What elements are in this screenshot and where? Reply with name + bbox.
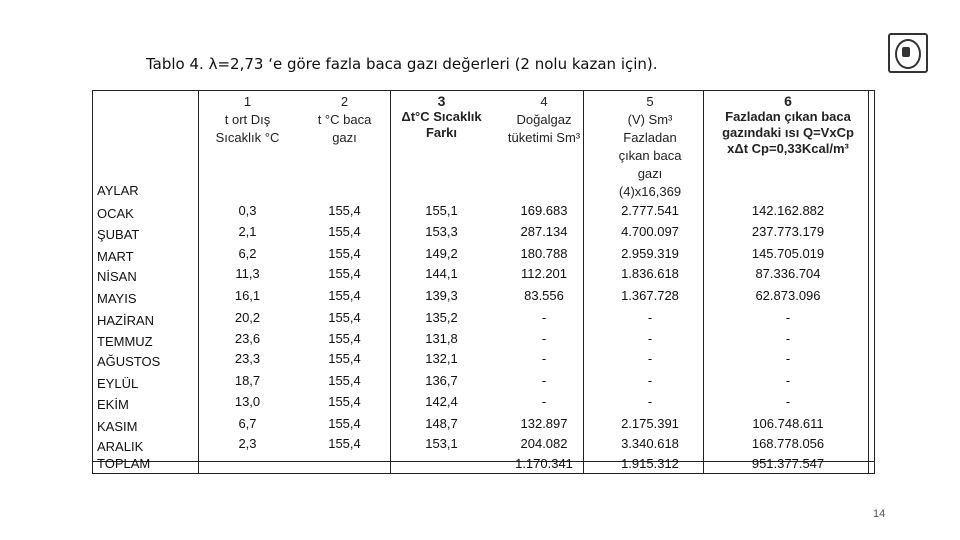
table-cell-c6: 145.705.019 [751, 246, 825, 261]
table-cell-c2: 155,4 [328, 310, 361, 325]
table-cell-c2: 155,4 [328, 436, 361, 451]
table-cell-c1: 11,3 [235, 266, 260, 281]
table-cell-c6: 168.778.056 [751, 436, 825, 451]
table-cell-c5: - [647, 310, 653, 325]
table-cell-c4: 112.201 [520, 266, 568, 281]
table-cell-c6: - [785, 351, 791, 366]
table-cell-c5: - [647, 373, 653, 388]
table-cell-c4: 204.082 [520, 436, 568, 451]
table-cell-c2: 155,4 [328, 266, 361, 281]
table-cell-c1: 23,6 [234, 331, 261, 346]
table-cell-c1: 2,1 [238, 224, 257, 239]
month-label: AĞUSTOS [97, 354, 161, 369]
table-cell-c1: 13,0 [234, 394, 261, 409]
header-col4: 4 Doğalgaz tüketimi Sm³ [507, 94, 581, 145]
table-cell-c1: 20,2 [234, 310, 261, 325]
page-number: 14 [873, 508, 886, 520]
table-cell-c2: 155,4 [328, 416, 361, 431]
month-label: HAZİRAN [97, 313, 155, 328]
month-label: MAYIS [97, 291, 137, 306]
total-cell-c4: 1.170.341 [515, 456, 573, 471]
table-cell-c2: 155,4 [328, 373, 361, 388]
table-cell-c3: 153,1 [425, 436, 458, 451]
table-cell-c3: 153,3 [425, 224, 458, 239]
month-label: ARALIK [97, 439, 144, 454]
table-cell-c1: 16,1 [234, 288, 261, 303]
table-cell-c5: - [647, 394, 653, 409]
table-cell-c3: 142,4 [425, 394, 458, 409]
header-col1: 1 t ort Dış Sıcaklık °C [215, 94, 280, 145]
table-cell-c4: - [541, 331, 547, 346]
table-cell-c5: 2.959.319 [621, 246, 679, 261]
table-cell-c2: 155,4 [328, 224, 361, 239]
table-cell-c5: 2.777.541 [621, 203, 679, 218]
table-cell-c5: - [647, 351, 653, 366]
table-cell-c5: 1.836.618 [621, 266, 679, 281]
table-cell-c3: 155,1 [425, 203, 458, 218]
month-label: KASIM [97, 419, 138, 434]
table-cell-c1: 23,3 [234, 351, 261, 366]
table-cell-c6: - [785, 310, 791, 325]
table-cell-c6: 237.773.179 [751, 224, 825, 239]
total-cell-c6: 951.377.547 [751, 456, 825, 471]
table-cell-c4: 169.683 [520, 203, 568, 218]
table-cell-c3: 149,2 [425, 246, 458, 261]
table-cell-c6: 87.336.704 [755, 266, 821, 281]
table-cell-c6: 62.873.096 [755, 288, 821, 303]
month-label: ŞUBAT [97, 227, 140, 242]
table-cell-c6: - [785, 394, 791, 409]
header-col3: 3 Δt°C Sıcaklık Farkı [401, 93, 482, 140]
table-cell-c3: 132,1 [425, 351, 458, 366]
table-cell-c4: - [541, 373, 547, 388]
table-caption: Tablo 4. λ=2,73 ‘e göre fazla baca gazı değerleri (2 nolu kazan için). [146, 55, 658, 73]
university-logo [888, 33, 928, 73]
table-cell-c1: 0,3 [238, 203, 257, 218]
table-cell-c6: - [785, 373, 791, 388]
table-cell-c3: 148,7 [425, 416, 458, 431]
table-cell-c6: 106.748.611 [752, 416, 824, 431]
table-cell-c5: 1.367.728 [621, 288, 679, 303]
table-cell-c1: 6,2 [238, 246, 257, 261]
total-cell-c5: 1.915.312 [621, 456, 679, 471]
table-cell-c6: - [785, 331, 791, 346]
month-label: NİSAN [97, 269, 137, 284]
table-cell-c3: 144,1 [425, 266, 458, 281]
header-col2: 2 t °C baca gazı [317, 94, 372, 145]
header-aylar: AYLAR [97, 183, 139, 198]
table-cell-c4: - [541, 351, 547, 366]
table-cell-c4: - [541, 310, 547, 325]
table-cell-c1: 2,3 [238, 436, 257, 451]
table-cell-c3: 131,8 [425, 331, 458, 346]
month-label: EKİM [97, 397, 129, 412]
total-label: TOPLAM [97, 456, 151, 471]
table-cell-c2: 155,4 [328, 351, 361, 366]
table-cell-c3: 139,3 [425, 288, 458, 303]
month-label: TEMMUZ [97, 334, 153, 349]
table-cell-c5: 2.175.391 [621, 416, 679, 431]
table-cell-c5: 4.700.097 [621, 224, 679, 239]
table-cell-c1: 6,7 [238, 416, 257, 431]
table-cell-c2: 155,4 [328, 288, 361, 303]
table-cell-c1: 18,7 [234, 373, 261, 388]
table-cell-c4: 180.788 [520, 246, 568, 261]
table-cell-c2: 155,4 [328, 246, 361, 261]
month-label: OCAK [97, 206, 134, 221]
table-cell-c2: 155,4 [328, 394, 361, 409]
month-label: EYLÜL [97, 376, 139, 391]
table-cell-c4: 132.897 [520, 416, 568, 431]
table-cell-c2: 155,4 [328, 203, 361, 218]
table-cell-c5: - [647, 331, 653, 346]
table-cell-c2: 155,4 [328, 331, 361, 346]
table-cell-c3: 135,2 [425, 310, 458, 325]
table-cell-c4: 287.134 [520, 224, 568, 239]
table-cell-c4: 83.556 [524, 288, 564, 303]
month-label: MART [97, 249, 134, 264]
header-col6: 6 Fazladan çıkan baca gazındaki ısı Q=VxCp xΔt Cp=0,33Kcal/m³ [722, 93, 854, 156]
header-col5: 5 (V) Sm³ Fazladan çıkan baca gazı (4)x16,369 [618, 94, 682, 199]
table-cell-c3: 136,7 [425, 373, 458, 388]
table-cell-c6: 142.162.882 [751, 203, 825, 218]
table-cell-c4: - [541, 394, 547, 409]
table-cell-c5: 3.340.618 [621, 436, 679, 451]
